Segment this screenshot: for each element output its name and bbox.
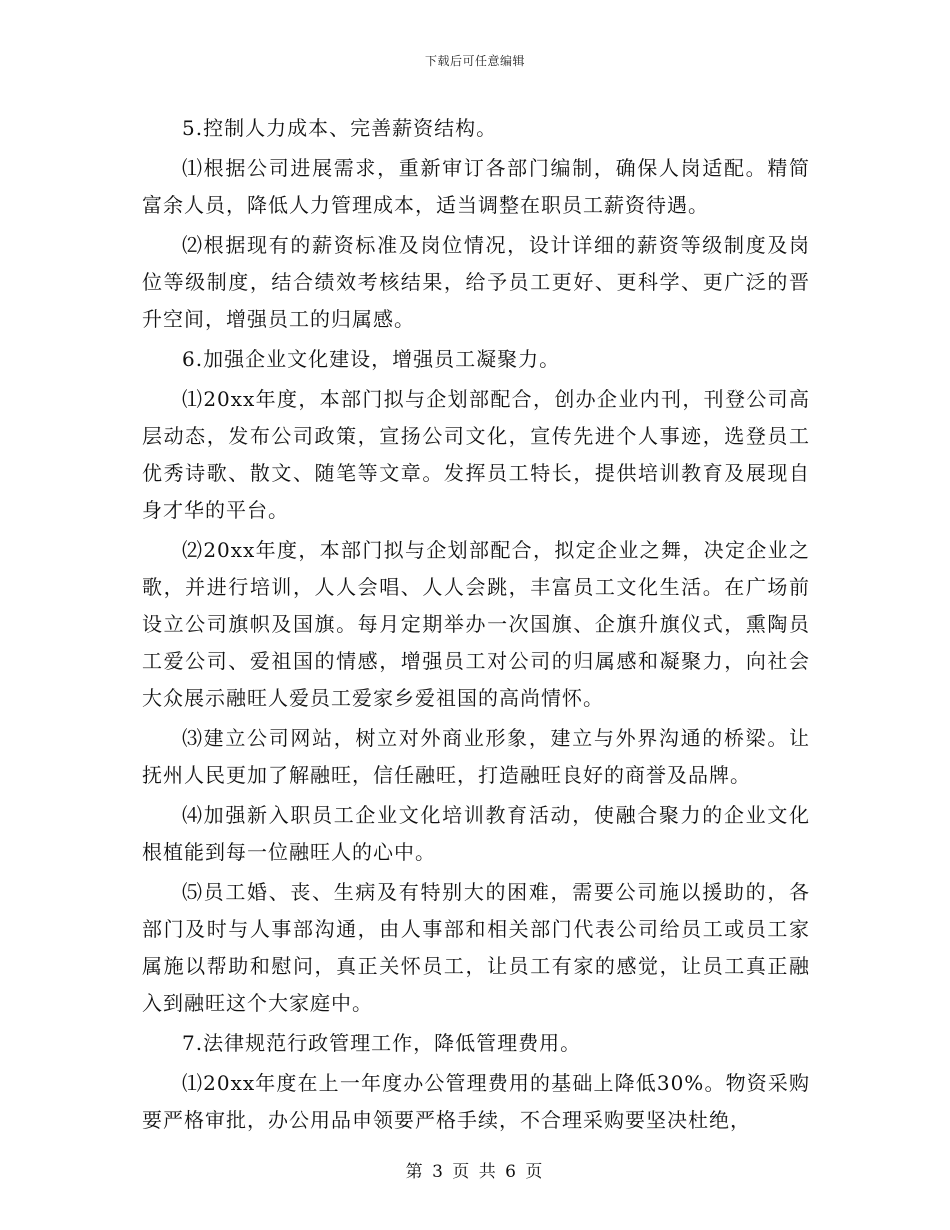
- paragraph-5-2: ⑵根据现有的薪资标准及岗位情况，设计详细的薪资等级制度及岗位等级制度，结合绩效考核结果，给予员工更好、更科学、更广泛的晋升空间，增强员工的归属感。: [142, 233, 810, 331]
- paragraph-7-1: ⑴20xx年度在上一年度办公管理费用的基础上降低30%。物资采购要严格审批，办公用品申领要严格手续，不合理采购要坚决杜绝，: [142, 1071, 810, 1132]
- paragraph-6-4: ⑷加强新入职员工企业文化培训教育活动，使融合聚力的企业文化根植能到每一位融旺人的心中。: [142, 803, 810, 864]
- paragraph-section-5-heading: 5.控制人力成本、完善薪资结构。: [182, 116, 498, 140]
- paragraph-section-6-heading: 6.加强企业文化建设，增强员工凝聚力。: [182, 347, 561, 371]
- paragraph-6-3: ⑶建立公司网站，树立对外商业形象，建立与外界沟通的桥梁。让抚州人民更加了解融旺，信任融旺，打造融旺良好的商誉及品牌。: [142, 726, 810, 787]
- paragraph-6-5: ⑸员工婚、丧、生病及有特别大的困难，需要公司施以援助的，各部门及时与人事部沟通，由人事部和相关部门代表公司给员工或员工家属施以帮助和慰问，真正关怀员工，让员工有家的感觉，让员工真正融入到融旺这个大家庭中。: [142, 880, 810, 1015]
- paragraph-6-2: ⑵20xx年度，本部门拟与企划部配合，拟定企业之舞，决定企业之歌，并进行培训，人人会唱、人人会跳，丰富员工文化生活。在广场前设立公司旗帜及国旗。每月定期举办一次国旗、企旗升旗仪式，熏陶员工爱公司、爱祖国的情感，增强员工对公司的归属感和凝聚力，向社会大众展示融旺人爱员工爱家乡爱祖国的高尚情怀。: [142, 538, 810, 710]
- paragraph-5-1: ⑴根据公司进展需求，重新审订各部门编制，确保人岗适配。精简富余人员，降低人力管理成本，适当调整在职员工薪资待遇。: [142, 156, 810, 217]
- page-header-note: 下载后可任意编辑: [424, 54, 525, 68]
- paragraph-6-1: ⑴20xx年度，本部门拟与企划部配合，创办企业内刊，刊登公司高层动态，发布公司政策，宣扬公司文化，宣传先进个人事迹，选登员工优秀诗歌、散文、随笔等文章。发挥员工特长，提供培训教育及展现自身才华的平台。: [142, 387, 810, 522]
- page-number-footer: 第 3 页 共 6 页: [405, 1162, 545, 1182]
- document-body: [142, 110, 810, 1142]
- paragraph-section-7-heading: 7.法律规范行政管理工作，降低管理费用。: [182, 1031, 582, 1055]
